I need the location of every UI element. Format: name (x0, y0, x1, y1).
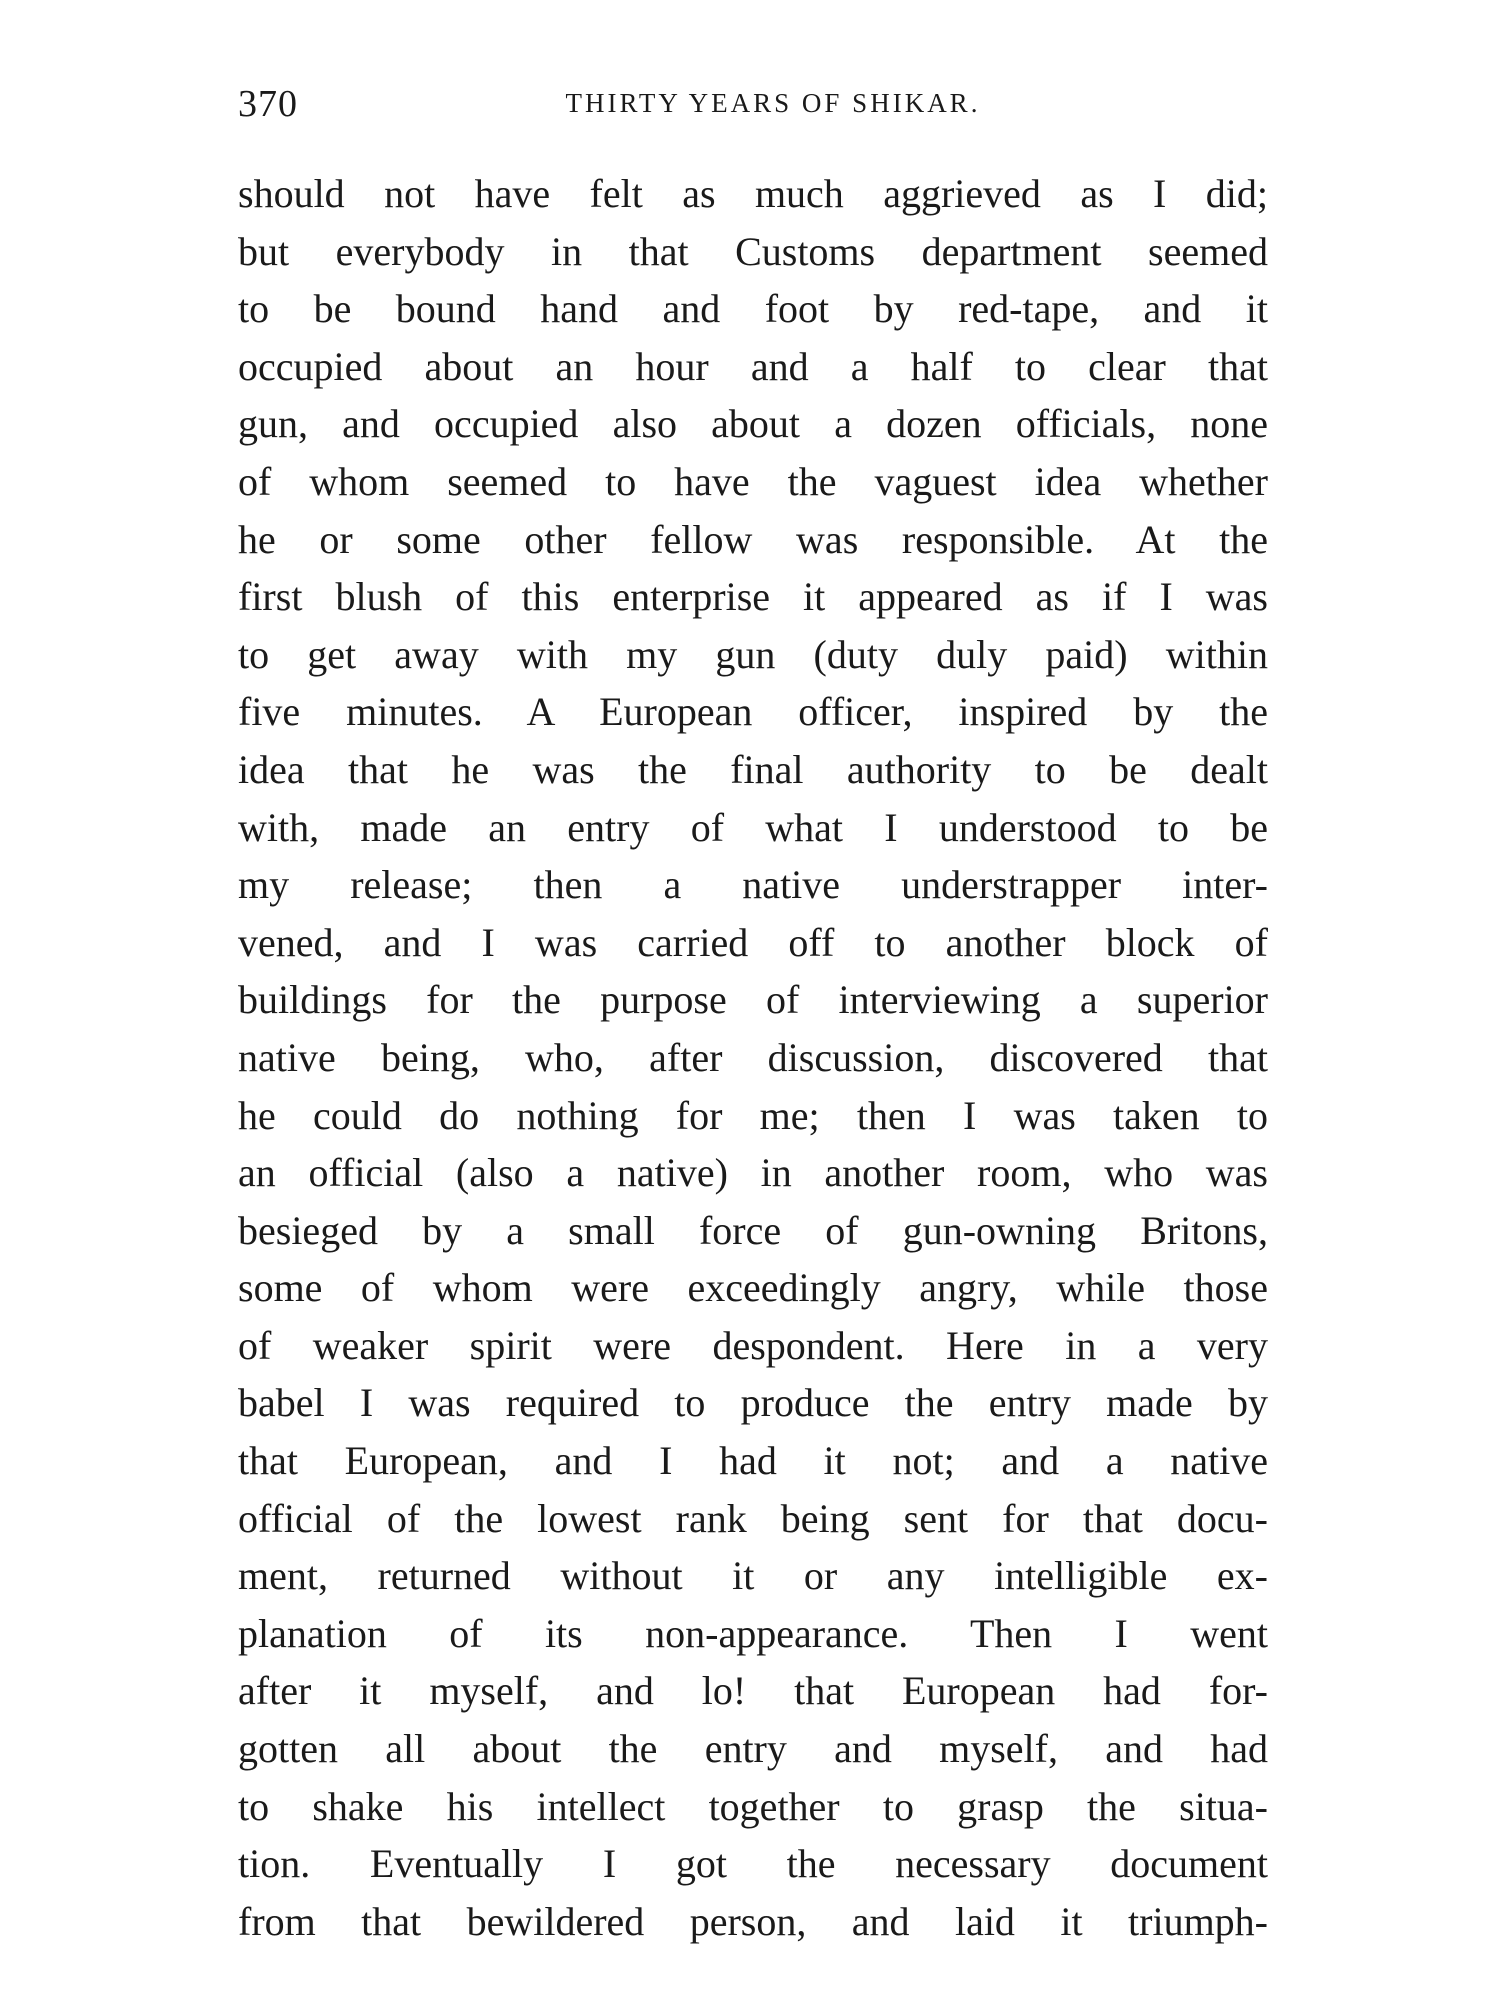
running-head (238, 82, 1268, 132)
text-line: he or some other fellow was responsible. At the (238, 516, 1268, 562)
text-line: of weaker spirit were despondent. Here in a very (238, 1322, 1268, 1368)
text-line: some of whom were exceedingly angry, while those (238, 1265, 1268, 1311)
text-line: tion. Eventually I got the necessary document (238, 1841, 1268, 1887)
page-number: 370 (238, 83, 298, 125)
text-line: with, made an entry of what I understood to be (238, 804, 1268, 850)
text-line: after it myself, and lo! that European had for- (238, 1668, 1268, 1714)
text-line: but everybody in that Customs department seemed (238, 228, 1268, 274)
text-line: of whom seemed to have the vaguest idea whether (238, 458, 1268, 504)
text-line: that European, and I had it not; and a native (238, 1438, 1268, 1484)
text-line: an official (also a native) in another room, who was (238, 1150, 1268, 1196)
text-line: he could do nothing for me; then I was taken to (238, 1092, 1268, 1138)
text-line: to shake his intellect together to grasp the situa- (238, 1783, 1268, 1829)
text-line: ment, returned without it or any intelligible ex- (238, 1553, 1268, 1599)
text-line: to get away with my gun (duty duly paid) within (238, 631, 1268, 677)
text-line: my release; then a native understrapper inter- (238, 862, 1268, 908)
text-line: to be bound hand and foot by red-tape, and it (238, 286, 1268, 332)
text-line: five minutes. A European officer, inspired by the (238, 689, 1268, 735)
text-line: occupied about an hour and a half to clear that (238, 343, 1268, 389)
text-line: should not have felt as much aggrieved as I did; (238, 171, 1268, 216)
text-line: buildings for the purpose of interviewing a superior (238, 977, 1268, 1023)
text-line: official of the lowest rank being sent for that docu- (238, 1495, 1268, 1541)
text-line: vened, and I was carried off to another block of (238, 919, 1268, 965)
text-line: first blush of this enterprise it appeared as if I was (238, 574, 1268, 620)
text-line: babel I was required to produce the entry made by (238, 1380, 1268, 1426)
running-title: THIRTY YEARS OF SHIKAR. (565, 88, 981, 118)
text-line: native being, who, after discussion, discovered that (238, 1034, 1268, 1080)
text-line: from that bewildered person, and laid it triumph- (238, 1898, 1268, 1944)
text-line: gun, and occupied also about a dozen officials, none (238, 401, 1268, 447)
text-line: besieged by a small force of gun-owning Britons, (238, 1207, 1268, 1253)
body-text (238, 165, 1268, 1950)
text-line: gotten all about the entry and myself, and had (238, 1726, 1268, 1772)
text-line: idea that he was the final authority to be dealt (238, 746, 1268, 792)
text-line: planation of its non-appearance. Then I went (238, 1610, 1268, 1656)
